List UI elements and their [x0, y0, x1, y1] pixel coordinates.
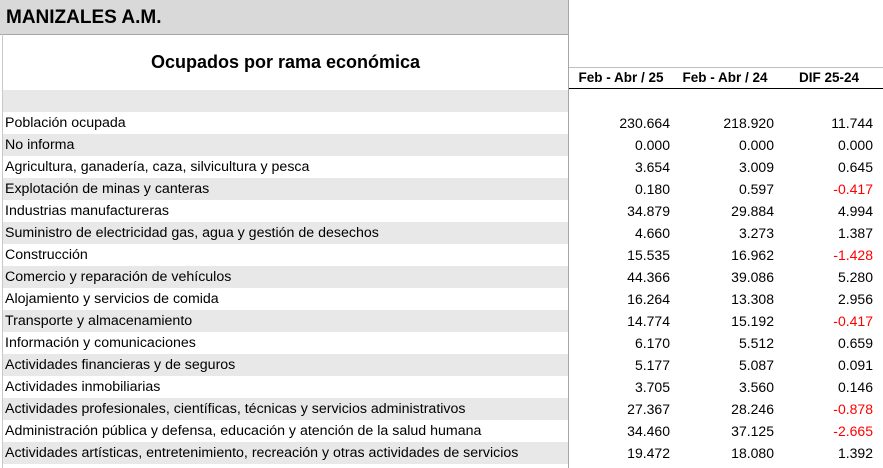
value-feb-abr-24[interactable]: 29.884	[731, 203, 774, 219]
value-dif[interactable]: 0.659	[837, 335, 873, 351]
table-row	[3, 266, 883, 288]
value-feb-abr-24[interactable]: 13.308	[731, 291, 774, 307]
row-label[interactable]: Alojamiento y servicios de comida	[5, 291, 219, 307]
value-feb-abr-25[interactable]: 230.664	[619, 115, 670, 131]
value-feb-abr-24[interactable]: 16.962	[731, 247, 774, 263]
data-table	[3, 112, 883, 464]
value-feb-abr-25[interactable]: 44.366	[627, 269, 670, 285]
row-label[interactable]: Explotación de minas y canteras	[3, 178, 568, 200]
value-dif[interactable]: 11.744	[831, 115, 873, 131]
table-row	[3, 332, 883, 354]
table-row	[3, 112, 883, 134]
value-feb-abr-24[interactable]: 37.125	[731, 423, 774, 439]
value-dif[interactable]: 2.956	[837, 291, 873, 307]
value-feb-abr-24[interactable]: 218.920	[723, 115, 774, 131]
value-feb-abr-24[interactable]: 3.273	[738, 225, 774, 241]
header-bottom-rule	[569, 88, 883, 89]
value-feb-abr-25[interactable]: 0.180	[634, 181, 670, 197]
value-feb-abr-25[interactable]: 3.654	[634, 159, 670, 175]
value-dif[interactable]: 0.146	[837, 379, 873, 395]
table-row	[3, 354, 883, 376]
value-dif[interactable]: -0.417	[833, 181, 873, 197]
value-dif[interactable]: 0.091	[837, 357, 873, 373]
value-dif[interactable]: 5.280	[837, 269, 873, 285]
value-dif[interactable]: 1.387	[837, 225, 873, 241]
value-feb-abr-24[interactable]: 3.009	[738, 159, 774, 175]
table-row	[3, 134, 883, 156]
table-row	[3, 398, 883, 420]
value-feb-abr-25[interactable]: 27.367	[627, 401, 670, 417]
value-dif[interactable]: 1.392	[837, 445, 873, 461]
column-header-dif[interactable]: DIF 25-24	[798, 70, 860, 85]
value-feb-abr-24[interactable]: 3.560	[738, 379, 774, 395]
row-label[interactable]: Construcción	[5, 247, 88, 263]
value-feb-abr-24[interactable]: 5.087	[738, 357, 774, 373]
value-dif[interactable]: 4.994	[837, 203, 873, 219]
value-dif[interactable]: -2.665	[833, 423, 873, 439]
value-feb-abr-24[interactable]: 15.192	[731, 313, 774, 329]
row-label[interactable]: No informa	[3, 134, 568, 156]
row-label[interactable]: Información y comunicaciones	[5, 335, 196, 351]
row-label[interactable]: Comercio y reparación de vehículos	[3, 266, 568, 288]
value-feb-abr-24[interactable]: 5.512	[738, 335, 774, 351]
blank-row[interactable]	[3, 90, 568, 112]
header-top-rule	[569, 67, 883, 68]
table-row	[3, 222, 883, 244]
value-feb-abr-25[interactable]: 14.774	[627, 313, 670, 329]
value-feb-abr-24[interactable]: 18.080	[731, 445, 774, 461]
value-feb-abr-25[interactable]: 19.472	[627, 445, 670, 461]
table-row	[3, 288, 883, 310]
row-label[interactable]: Población ocupada	[5, 115, 126, 131]
table-row	[3, 310, 883, 332]
value-feb-abr-25[interactable]: 34.460	[627, 423, 670, 439]
column-header-feb-abr-24[interactable]: Feb - Abr / 24	[682, 70, 768, 85]
value-feb-abr-25[interactable]: 16.264	[627, 291, 670, 307]
table-row	[3, 244, 883, 266]
table-row	[3, 156, 883, 178]
value-feb-abr-24[interactable]: 39.086	[731, 269, 774, 285]
row-label[interactable]: Transporte y almacenamiento	[3, 310, 568, 332]
row-label[interactable]: Actividades inmobiliarias	[5, 379, 161, 395]
row-label[interactable]: Industrias manufactureras	[5, 203, 170, 219]
table-row	[3, 178, 883, 200]
value-dif[interactable]: 0.000	[837, 137, 873, 153]
table-row	[3, 376, 883, 398]
value-feb-abr-25[interactable]: 3.705	[634, 379, 670, 395]
table-row	[3, 420, 883, 442]
table-row	[3, 200, 883, 222]
row-label[interactable]: Suministro de electricidad gas, agua y gestión de desechos	[3, 222, 568, 244]
value-feb-abr-24[interactable]: 0.000	[738, 137, 774, 153]
row-label[interactable]: Agricultura, ganadería, caza, silvicultura y pesca	[5, 159, 310, 175]
value-feb-abr-25[interactable]: 34.879	[627, 203, 670, 219]
value-feb-abr-25[interactable]: 15.535	[627, 247, 670, 263]
value-feb-abr-25[interactable]: 0.000	[634, 137, 670, 153]
value-dif[interactable]: 0.645	[837, 159, 873, 175]
sheet-title: MANIZALES A.M.	[6, 7, 162, 28]
value-dif[interactable]: -1.428	[833, 247, 873, 263]
value-feb-abr-25[interactable]: 5.177	[634, 357, 670, 373]
row-label[interactable]: Actividades artísticas, entretenimiento, recreación y otras actividades de servicios	[3, 442, 568, 464]
value-feb-abr-25[interactable]: 6.170	[634, 335, 670, 351]
sheet-title-cell[interactable]	[0, 0, 568, 35]
table-row	[3, 442, 883, 464]
value-feb-abr-24[interactable]: 0.597	[738, 181, 774, 197]
value-dif[interactable]: -0.417	[833, 313, 873, 329]
row-label[interactable]: Administración pública y defensa, educación y atención de la salud humana	[5, 423, 482, 439]
table-subtitle: Ocupados por rama económica	[150, 52, 421, 72]
row-label[interactable]: Actividades financieras y de seguros	[3, 354, 568, 376]
column-header-feb-abr-25[interactable]: Feb - Abr / 25	[578, 70, 664, 85]
value-dif[interactable]: -0.878	[833, 401, 873, 417]
row-label[interactable]: Actividades profesionales, científicas, técnicas y servicios administrativos	[3, 398, 568, 420]
value-feb-abr-25[interactable]: 4.660	[634, 225, 670, 241]
value-feb-abr-24[interactable]: 28.246	[731, 401, 774, 417]
